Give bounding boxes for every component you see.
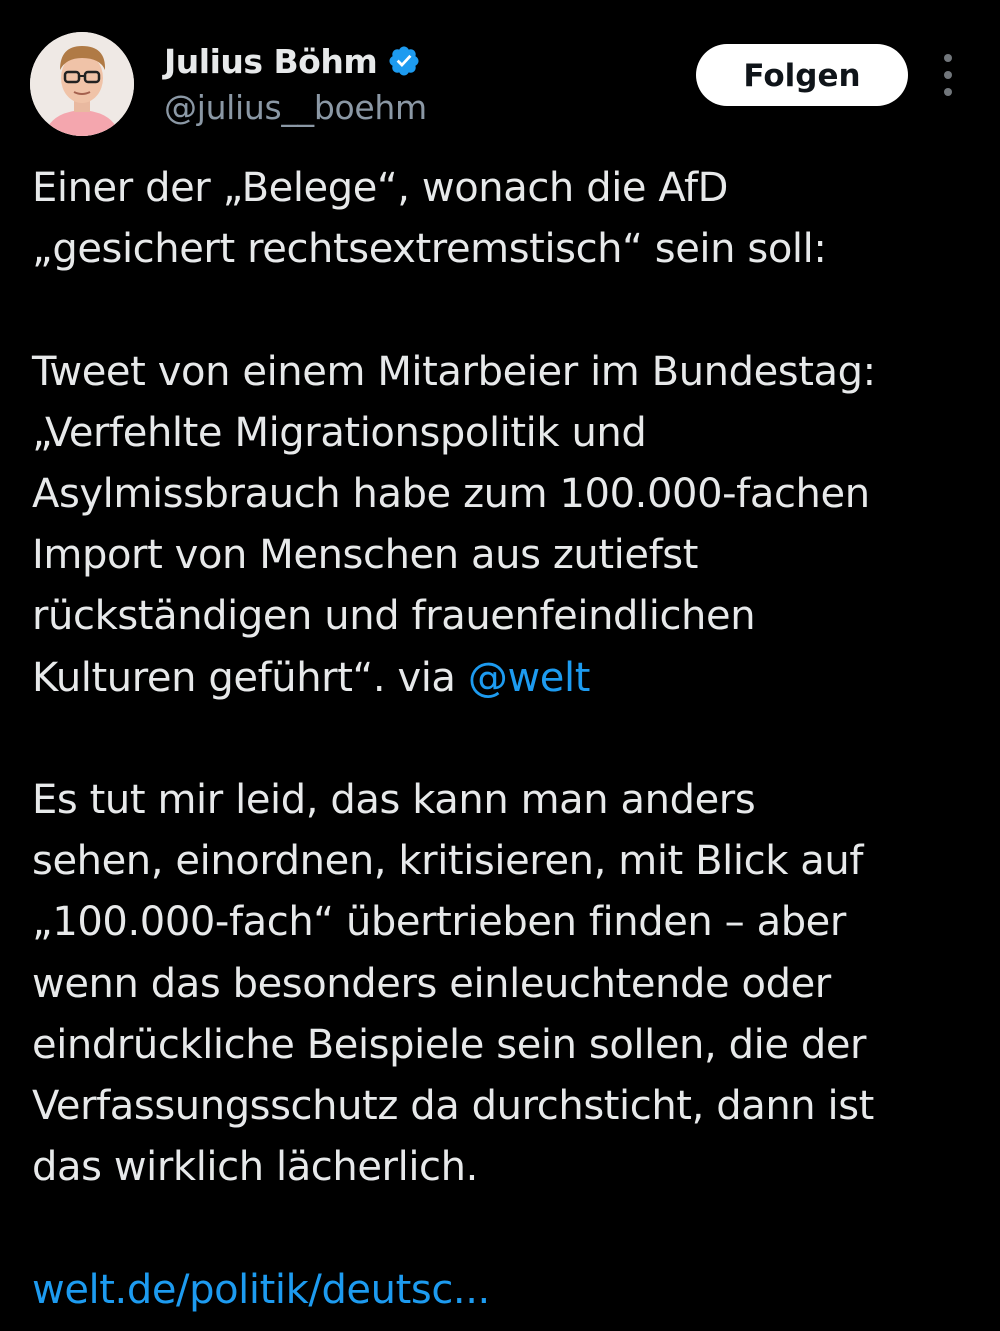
display-name-row bbox=[164, 38, 427, 84]
text-line: wenn das besonders einleuchtende oder bbox=[32, 960, 831, 1007]
more-vertical-icon[interactable] bbox=[936, 52, 960, 98]
tweet-paragraph-3 bbox=[32, 770, 972, 1198]
text-line: „Verfehlte Migrationspolitik und bbox=[32, 409, 647, 456]
tweet-paragraph-4 bbox=[32, 1260, 972, 1321]
tweet-paragraph-1 bbox=[32, 158, 972, 280]
tweet-text bbox=[32, 158, 972, 1321]
text-line: rückständigen und frauenfeindlichen bbox=[32, 593, 756, 640]
author-info bbox=[164, 38, 427, 127]
verified-badge-icon[interactable] bbox=[387, 44, 421, 78]
text-line: „100.000-fach“ übertrieben finden – aber bbox=[32, 899, 846, 946]
author-handle[interactable]: @julius__boehm bbox=[164, 88, 427, 127]
external-link[interactable]: welt.de/politik/deutsc... bbox=[32, 1266, 490, 1313]
follow-button[interactable]: Folgen bbox=[696, 44, 908, 106]
mention-link[interactable]: @welt bbox=[467, 654, 590, 701]
avatar[interactable] bbox=[30, 32, 134, 136]
text-line: Tweet von einem Mitarbeier im Bundestag: bbox=[32, 348, 876, 395]
tweet-paragraph-2 bbox=[32, 342, 972, 709]
text-line: Einer der „Belege“, wonach die AfD bbox=[32, 165, 729, 211]
text-line: eindrückliche Beispiele sein sollen, die der bbox=[32, 1021, 867, 1068]
text-line: Asylmissbrauch habe zum 100.000-fachen bbox=[32, 471, 870, 517]
display-name[interactable]: Julius Böhm bbox=[164, 41, 378, 81]
text-line: das wirklich lächerlich. bbox=[32, 1144, 478, 1191]
text-line: „gesichert rechtsextremstisch“ sein soll: bbox=[32, 226, 827, 273]
text-segment: Kulturen geführt“. via bbox=[32, 654, 468, 701]
text-line: Import von Menschen aus zutiefst bbox=[32, 532, 698, 579]
text-line bbox=[32, 648, 972, 709]
text-line: sehen, einordnen, kritisieren, mit Blick auf bbox=[32, 838, 864, 885]
tweet-header bbox=[30, 32, 970, 136]
text-line: Verfassungsschutz da durchsticht, dann ist bbox=[32, 1083, 874, 1130]
text-line: Es tut mir leid, das kann man anders bbox=[32, 777, 756, 823]
